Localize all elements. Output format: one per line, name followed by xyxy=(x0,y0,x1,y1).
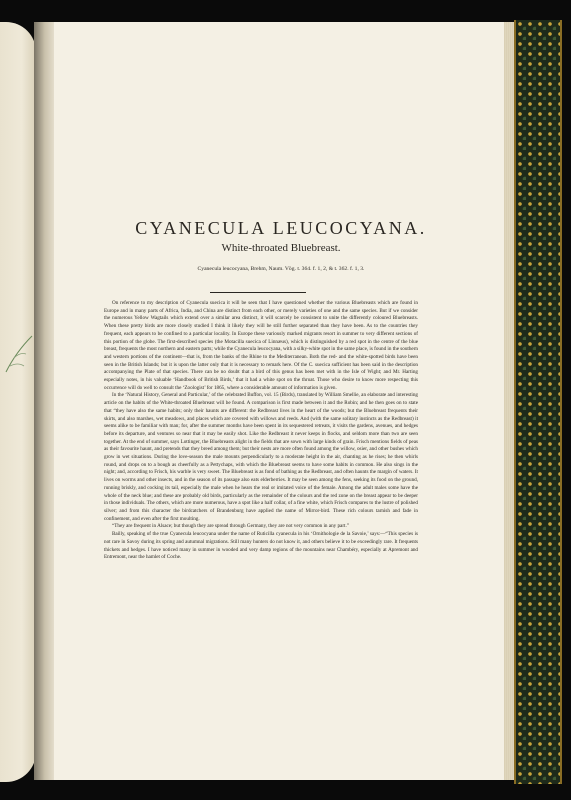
section-divider xyxy=(210,292,306,293)
page-title: CYANECULA LEUCOCYANA. xyxy=(135,218,427,238)
paragraph: “They are frequent in Alsace; but though they are spread through Germany, they are not very common in any part.” xyxy=(112,523,350,530)
decorative-cover xyxy=(514,20,562,784)
paragraph: On reference to my description of Cyanecula suecica it will be seen that I have questioned whether the various Bluebreasts which are found in Europe and in many parts of Africa, India, and China are distinct from each other, or merely varieties of one and the same species. But if we consider the numerous Yellow Wagtails which extend over a similar area distinct, it will scarcely be consistent to unite the differently coloured Bluebreasts. When these pretty birds are more closely studied I think it likely they will be still further separated than they have been. As to the countries they frequent, each appears to be confined to a particular locality. In Europe these variously marked migrants resort in summer to very different sections of this portion of the globe. The first-described species (the Motacilla suecica of Linnæus), which is distinguished by a red spot in the centre of the blue breast, frequents the most northern and eastern parts; while the Cyanecula leucocyana, with a silky-white spot in the same place, is found in the southern and western portions of the continent—that is, from the banks of the Rhine to the Mediterranean. Both the red- and the white-spotted birds have been seen in the British Islands; but it is upon the latter only that it is necessary to remark here. Of the C. suecica sufficient has been said in the description accompanying the Plate of that species. There can be no doubt that a bird of this genus has been met with in the Isle of Wight; and Mr. Harting especially notes, in his valuable ‘Handbook of British Birds,’ that it had a white spot on the throat. Those who desire to know more respecting this occurrence will do well to consult the ‘Zoologist’ for 1865, where a considerable amount of information is given. xyxy=(104,300,418,391)
paragraph: In the ‘Natural History, General and Particular,’ of the celebrated Buffon, vol. 15 (Birds), translated by William Smellie, an elaborate and interesting article on the habits of the White-throated Bluebreast will be found. A comparison is first made between it and the Robin; and he then goes on to state that “they have also the same habits; only their haunts are different: the Redbreast lives in the heart of the woods; but the Bluebreast frequents their skirts, and also marshes, wet meadows, and places which are covered with willows and reeds. And (with the same solitary instincts as the Redbreast) it seems alike to be familiar with man; for, after the summer months have been spent in its sequestered retreats, it visits the gardens, avenues, and hedges before its departure, and ventures so near that it may be easily shot. Like the Redbreast it never keeps in flocks, and seldom more than two are seen together. At the end of summer, says Lottinger, the Bluebreasts alight in the fields that are sown with large kinds of grain. Frisch mentions fields of peas as their favourite haunt, and pretends that they breed among them; but their nests are more often found among the willow, osier, and other bushes which grow in wet situations. During the love-season the male mounts perpendicularly to a moderate height in the air, chanting as he rises; he then whirls round, and drops on to a bough as cheerfully as a Pettychaps, with which the Bluebreast seems to have some habits in common. He also sings in the night; and, according to Frisch, his warble is very sweet. The Bluebreast is as fond of bathing as the Redbreast, and often haunts the margin of waters. It lives on worms and other insects, and in the season of its passage also eats elderberries. It may be seen among the fens, seeking its food on the ground, running briskly, and cocking its tail, especially the male when he hears the real or imitated voice of the female. Among the adult males some have the whole of the neck blue; and these are probably old birds, particularly as the remainder of the colours and the red zone on the breast appear to be deeper in those individuals. The others, which are more numerous, have a spot like a half collar, of a fine white, which Frisch compares to the lustre of polished silver; and from this character the birdcatchers of Brandenburg have applied the name of Mirror-bird. These rich colours tarnish and fade in confinement, and even after the first moulting. xyxy=(104,392,418,522)
plant-sketch-drawing xyxy=(4,322,34,382)
article-body xyxy=(104,300,418,562)
page-subtitle: White-throated Bluebreast. xyxy=(221,242,341,254)
paragraph: Bailly, speaking of the true Cyanecula leucocyana under the name of Ruticilla cyanecula in his ‘Ornithologie de la Savoie,’ says:—“This species is not rare in Savoy during its spring and autumnal migrations. Still many hunters do not know it, and others believe it to be exceedingly rare. It frequents thickets and hedges. I have noticed many in summer in wooded and very damp regions of the mountains near Chambéry, especially at Apremont and Entremont, near the hamlet of Coche. xyxy=(104,531,418,561)
synonym-citation: Cyanecula leucocyana, Brehm, Naum. Vög. t. 364. f. 1, 2, & t. 362. f. 1, 3. xyxy=(197,266,365,272)
left-page-edge xyxy=(0,22,36,782)
